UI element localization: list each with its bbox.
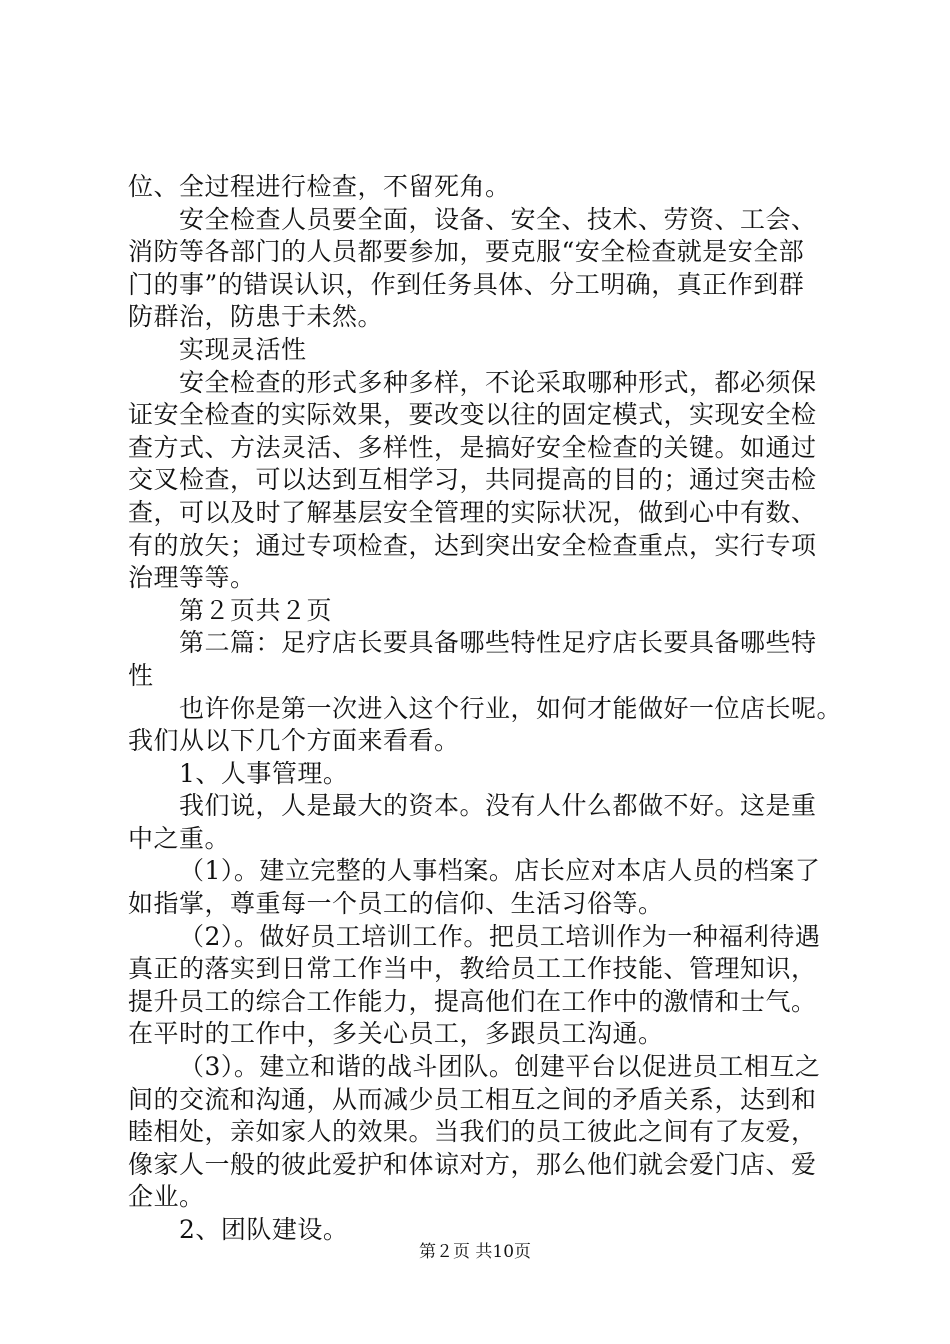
paragraph-line: 安全检查的形式多种多样，不论采取哪种形式，都必须保	[179, 367, 817, 397]
chapter-title-continued: 性	[128, 660, 154, 690]
page-footer	[0, 1240, 950, 1264]
text-line: 有的放矢；通过专项检查，达到突出安全检查重点，实行专项	[128, 530, 817, 560]
text-line: 门的事”的错误认识，作到任务具体、分工明确，真正作到群	[128, 269, 805, 299]
text-line: 交叉检查，可以达到互相学习，共同提高的目的；通过突击检	[128, 465, 817, 495]
section-heading: 1、人事管理。	[179, 758, 349, 788]
text-line: 消防等各部门的人员都要参加，要克服“安全检查就是安全部	[128, 237, 805, 267]
text-line: 睦相处，亲如家人的效果。当我们的员工彼此之间有了友爱，	[128, 1117, 817, 1147]
paragraph-line: 也许你是第一次进入这个行业，如何才能做好一位店长呢。	[179, 693, 843, 723]
text-line: 企业。	[128, 1182, 205, 1212]
chapter-title: 第二篇：足疗店长要具备哪些特性足疗店长要具备哪些特	[179, 628, 817, 658]
section-heading: 实现灵活性	[179, 334, 307, 364]
list-item-line: （2）。做好员工培训工作。把员工培训作为一种福利待遇	[179, 921, 821, 951]
text-line: 位、全过程进行检查，不留死角。	[128, 172, 511, 201]
list-item-line: （3）。建立和谐的战斗团队。创建平台以促进员工相互之	[179, 1052, 821, 1082]
text-line: 真正的落实到日常工作当中，教给员工工作技能、管理知识，	[128, 954, 817, 984]
text-line: 我们从以下几个方面来看看。	[128, 726, 460, 756]
inline-page-number: 第２页共２页	[179, 595, 333, 625]
section-heading: 2、团队建设。	[179, 1215, 349, 1244]
text-line: 间的交流和沟通，从而减少员工相互之间的矛盾关系，达到和	[128, 1084, 817, 1114]
text-line: 治理等等。	[128, 563, 256, 593]
paragraph-line: 我们说，人是最大的资本。没有人什么都做不好。这是重	[179, 791, 817, 821]
text-line: 在平时的工作中，多关心员工，多跟员工沟通。	[128, 1019, 664, 1049]
text-line: 如指掌，尊重每一个员工的信仰、生活习俗等。	[128, 889, 664, 919]
text-line: 防群治，防患于未然。	[128, 302, 384, 332]
text-line: 查方式、方法灵活、多样性，是搞好安全检查的关键。如通过	[128, 432, 817, 462]
text-line: 中之重。	[128, 823, 231, 853]
text-line: 像家人一般的彼此爱护和体谅对方，那么他们就会爱门店、爱	[128, 1149, 817, 1179]
text-line: 证安全检查的实际效果，要改变以往的固定模式，实现安全检	[128, 400, 817, 430]
document-body	[128, 171, 843, 1247]
text-line: 查，可以及时了解基层安全管理的实际状况，做到心中有数、	[128, 497, 817, 527]
page-number: 第２页 共10页	[418, 1242, 532, 1262]
text-line: 提升员工的综合工作能力，提高他们在工作中的激情和士气。	[128, 986, 817, 1016]
list-item-line: （1）。建立完整的人事档案。店长应对本店人员的档案了	[179, 856, 821, 886]
paragraph-line: 安全检查人员要全面，设备、安全、技术、劳资、工会、	[179, 204, 817, 234]
